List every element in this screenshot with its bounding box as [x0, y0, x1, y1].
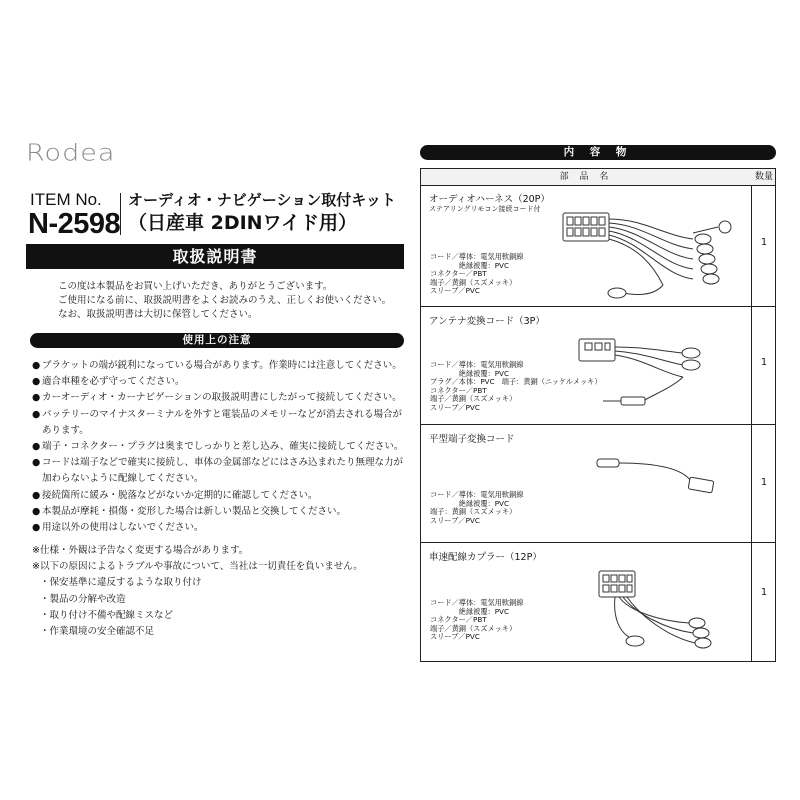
disclaimer-item: ・保安基準に違反するような取り付け [40, 577, 202, 589]
brand-logo: Rodea [26, 140, 116, 167]
intro-line: ご使用になる前に、取扱説明書をよくお読みのうえ、正しくお使いください。 [58, 295, 392, 306]
item-code: N-2598 [28, 208, 121, 240]
part-name: 平型端子変換コード [429, 434, 515, 445]
part-quantity: 1 [760, 357, 768, 368]
table-row [421, 425, 775, 543]
caution-item: ● 接続箇所に緩み・脱落などがないか定期的に確認してください。 [32, 488, 403, 504]
column-header-quantity: 数量 [754, 172, 773, 182]
caution-item: ● 用途以外の使用はしないでください。 [32, 520, 403, 536]
bullet-icon: ● [32, 489, 41, 501]
part-specs: コード／導体：電気用軟銅線 絶縁被覆：PVC 端子：黄銅（スズメッキ） スリーブ／PVC [430, 490, 524, 525]
contents-table [420, 168, 776, 662]
caution-item: ● カーオーディオ・カーナビゲーションの取扱説明書にしたがって接続してください。 [32, 390, 403, 406]
caution-item-continued: 加わらないように配線してください。 [42, 473, 204, 485]
column-header-part-name: 部 品 名 [559, 172, 613, 182]
table-header [421, 169, 775, 186]
table-row [421, 185, 775, 307]
bullet-icon: ● [32, 376, 41, 388]
bullet-icon: ● [32, 521, 41, 533]
audio-harness-illustration [553, 205, 753, 305]
bullet-icon: ● [32, 505, 41, 517]
disclaimer: ※仕様・外観は予告なく変更する場合があります。 [32, 545, 249, 556]
product-title: オーディオ・ナビゲーション取付キット [128, 191, 396, 209]
caution-item: ● ブラケットの端が鋭利になっている場合があります。作業時には注意してください。 [32, 358, 403, 374]
caution-item: ● 端子・コネクター・プラグは奥までしっかりと差し込み、確実に接続してください。 [32, 439, 403, 455]
caution-list [32, 358, 403, 536]
caution-item: ● 本製品が摩耗・損傷・変形した場合は新しい製品と交換してください。 [32, 504, 403, 520]
disclaimer-item: ・製品の分解や改造 [40, 593, 126, 605]
item-number-label: ITEM No. [30, 190, 102, 209]
bullet-icon: ● [32, 408, 41, 420]
manual-title: 取扱説明書 [26, 244, 404, 269]
part-quantity: 1 [760, 237, 768, 248]
disclaimer-item: ・取り付け不備や配線ミスなど [40, 609, 174, 621]
intro-text [58, 280, 391, 322]
flat-terminal-cord-illustration [591, 449, 721, 509]
table-row [421, 543, 775, 663]
disclaimer-list [32, 543, 363, 640]
part-specs: コード／導体：電気用軟銅線 絶縁被覆：PVC コネクター／PBT 端子／黄銅（スズメッキ） スリーブ／PVC [430, 252, 524, 296]
part-note: ステアリングリモコン接続コード付 [429, 205, 541, 213]
bullet-icon: ● [32, 457, 41, 469]
caution-item: ● 適合車種を必ず守ってください。 [32, 374, 403, 390]
intro-line: この度は本製品をお買い上げいただき、ありがとうございます。 [58, 281, 333, 292]
caution-item-continued: あります。 [42, 424, 89, 436]
contents-heading: 内 容 物 [420, 145, 776, 160]
caution-item: ● コードは端子などで確実に接続し、車体の金属部などにはさみ込まれたり無理な力が [32, 455, 403, 471]
disclaimer: ※以下の原因によるトラブルや事故について、当社は一切責任を負いません。 [32, 561, 363, 573]
caution-item: ● バッテリーのマイナスターミナルを外すと電装品のメモリーなどが消去される場合が [32, 407, 403, 423]
part-name: アンテナ変換コード（3P） [429, 316, 545, 327]
bullet-icon: ● [32, 440, 41, 452]
bullet-icon: ● [32, 392, 41, 404]
part-quantity: 1 [760, 587, 768, 598]
part-quantity: 1 [760, 477, 768, 488]
part-specs: コード／導体：電気用軟銅線 絶縁被覆：PVC プラグ／本体：PVC 端子：黄銅（ニッケルメッキ） コネクター／PBT 端子／黄銅（スズメッキ） スリーブ／PVC [430, 360, 602, 412]
product-subtitle: （日産車 2DINワイド用） [128, 212, 358, 234]
part-specs: コード／導体：電気用軟銅線 絶縁被覆：PVC コネクター／PBT 端子／黄銅（スズメッキ） スリーブ／PVC [430, 598, 524, 642]
bullet-icon: ● [32, 360, 41, 371]
intro-line: なお、取扱説明書は大切に保管してください。 [58, 309, 258, 320]
speed-coupler-illustration [589, 561, 729, 661]
part-name: オーディオハーネス（20P） [429, 194, 550, 205]
disclaimer-item: ・作業環境の安全確認不足 [40, 625, 155, 637]
part-name: 車速配線カプラー（12P） [429, 552, 542, 563]
notes-heading: 使用上の注意 [30, 333, 404, 348]
header-divider [120, 193, 121, 235]
table-row [421, 307, 775, 425]
